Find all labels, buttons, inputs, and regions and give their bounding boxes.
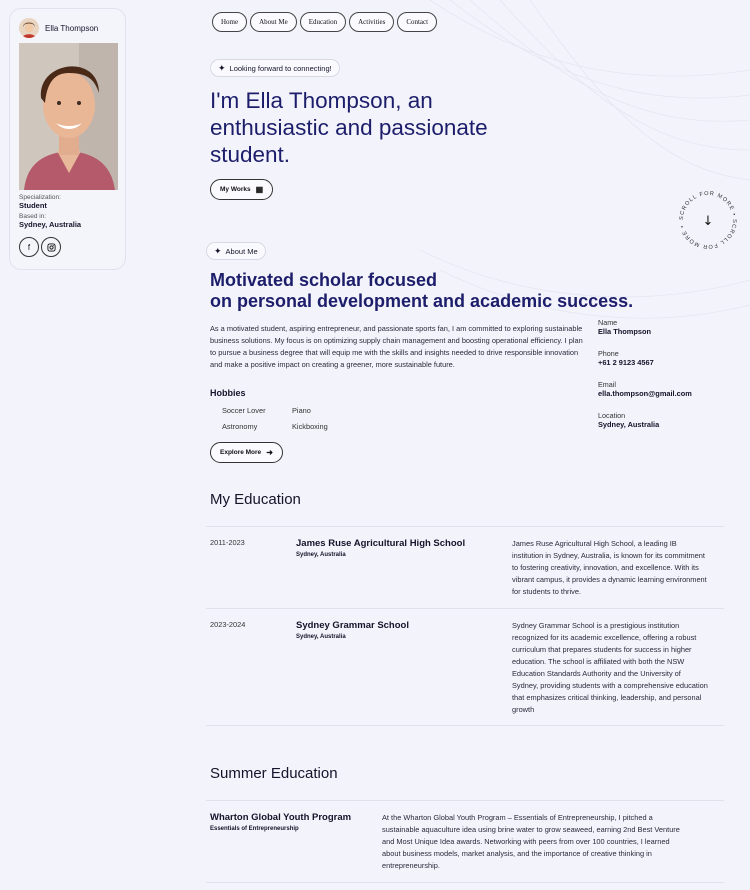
my-works-button[interactable] bbox=[210, 179, 273, 200]
grid-icon: ▦ bbox=[255, 185, 264, 194]
education-location: Sydney, Australia bbox=[296, 552, 346, 558]
info-label-location: Location bbox=[598, 411, 626, 420]
divider bbox=[206, 882, 724, 883]
info-value-location: Sydney, Australia bbox=[598, 420, 660, 429]
summer-program-name: Wharton Global Youth Program bbox=[210, 812, 352, 823]
nav-activities[interactable]: Activities bbox=[349, 12, 394, 32]
hobbies-list bbox=[222, 406, 362, 431]
my-works-label: My Works bbox=[220, 186, 251, 193]
profile-card bbox=[9, 8, 126, 270]
info-label-phone: Phone bbox=[598, 349, 619, 358]
connect-badge-text: Looking forward to connecting! bbox=[229, 63, 332, 73]
education-school: Sydney Grammar School bbox=[296, 620, 409, 631]
education-years: 2011-2023 bbox=[210, 538, 245, 547]
hobby-item: Soccer Lover bbox=[222, 406, 266, 415]
profile-header bbox=[19, 17, 116, 39]
scroll-for-more-badge[interactable] bbox=[676, 188, 740, 252]
education-description: Sydney Grammar School is a prestigious institution recognized for its academic excellence, offering a robust curriculum that prepares students for success in higher education. The school is affiliated with both the NSW Education Standards Authority and the University of Sydney, providing students with a comprehensive education that emphasizes critical thinking, leadership, and personal growth bbox=[512, 621, 708, 714]
about-title-line1: Motivated scholar focused bbox=[210, 270, 438, 290]
divider bbox=[206, 725, 724, 726]
sparkle-icon: ✦ bbox=[218, 62, 226, 73]
education-location: Sydney, Australia bbox=[296, 634, 346, 640]
specialization-label: Specialization: bbox=[19, 194, 61, 201]
about-title bbox=[210, 270, 633, 312]
hobby-item: Piano bbox=[292, 406, 311, 415]
info-value-name: Ella Thompson bbox=[598, 327, 651, 336]
scroll-badge-text: SCROLL FOR MORE • SCROLL FOR MORE • bbox=[678, 190, 738, 250]
social-links bbox=[19, 237, 116, 257]
hero-headline: I'm Ella Thompson, an enthusiastic and passionate student. bbox=[210, 88, 488, 167]
based-value: Sydney, Australia bbox=[19, 220, 82, 229]
hobby-item: Kickboxing bbox=[292, 422, 328, 431]
based-label: Based in: bbox=[19, 213, 47, 220]
education-description: James Ruse Agricultural High School, a leading IB institution in Sydney, Australia, is known for its commitment to fostering creativity, innovation, and excellence. With its vibrant campus, it provides a dynamic learning environment for students to thrive. bbox=[512, 539, 707, 596]
education-years: 2023-2024 bbox=[210, 620, 246, 629]
sparkle-icon: ✦ bbox=[214, 245, 222, 256]
explore-more-button[interactable] bbox=[210, 442, 283, 463]
about-badge-text: About Me bbox=[225, 246, 258, 256]
about-title-line2: on personal development and academic success. bbox=[210, 291, 634, 311]
hobbies-title: Hobbies bbox=[210, 388, 246, 398]
info-label-name: Name bbox=[598, 318, 618, 327]
info-value-email: ella.thompson@gmail.com bbox=[598, 389, 692, 398]
instagram-icon[interactable] bbox=[41, 237, 61, 257]
facebook-icon[interactable]: f bbox=[19, 237, 39, 257]
summer-title: Summer Education bbox=[210, 765, 338, 782]
connect-badge bbox=[210, 59, 340, 77]
education-school: James Ruse Agricultural High School bbox=[296, 538, 466, 549]
about-badge bbox=[206, 242, 266, 260]
divider bbox=[206, 800, 724, 801]
profile-photo bbox=[19, 43, 118, 190]
arrow-right-icon: ➜ bbox=[266, 448, 273, 457]
specialization-value: Student bbox=[19, 201, 47, 210]
divider bbox=[206, 608, 724, 609]
divider bbox=[206, 526, 724, 527]
summer-program-subtitle: Essentials of Entrepreneurship bbox=[210, 826, 299, 832]
about-bio: As a motivated student, aspiring entrepreneur, and passionate sports fan, I am committed to exploring sustainable business solutions. My focus is on optimizing supply chain management and boosting operational efficiency. I plan to pursue a business degree that will equip me with the skills and insights needed to drive responsible innovation and make a positive impact on creating a greener, more sustainable future. bbox=[210, 324, 583, 369]
nav-contact[interactable]: Contact bbox=[397, 12, 437, 32]
profile-name: Ella Thompson bbox=[45, 23, 99, 33]
arrow-down-icon: ↓ bbox=[702, 214, 714, 229]
info-value-phone: +61 2 9123 4567 bbox=[598, 358, 654, 367]
nav-home[interactable]: Home bbox=[212, 12, 247, 32]
nav-education[interactable]: Education bbox=[300, 12, 346, 32]
nav-about-me[interactable]: About Me bbox=[250, 12, 297, 32]
contact-info bbox=[598, 318, 738, 442]
education-title: My Education bbox=[210, 491, 301, 508]
summer-program-description: At the Wharton Global Youth Program – Essentials of Entrepreneurship, I pitched a sustainable aquaculture idea using brine water to grow seaweed, earning 2nd Best Venture and Most Unique Idea awards. Networking with peers from over 100 countries, I learned about business models, market analysis, and the importance of creative thinking in entrepreneurship. bbox=[382, 813, 680, 870]
avatar bbox=[19, 18, 39, 38]
hobby-item: Astronomy bbox=[222, 422, 258, 431]
explore-more-label: Explore More bbox=[220, 449, 262, 456]
top-nav bbox=[212, 12, 437, 32]
info-label-email: Email bbox=[598, 380, 616, 389]
